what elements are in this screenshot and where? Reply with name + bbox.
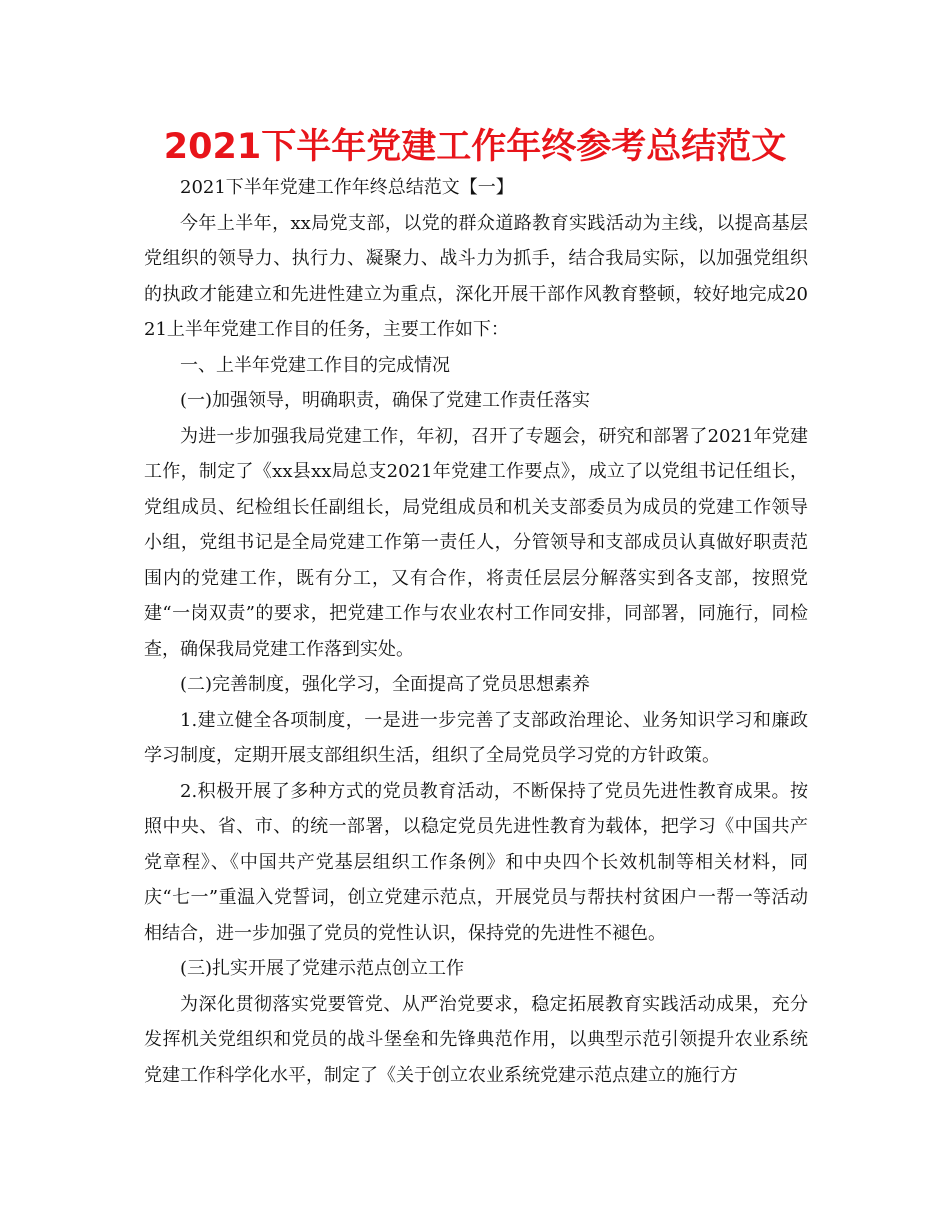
section-heading: 2021下半年党建工作年终总结范文【一】 — [180, 177, 514, 198]
section-heading: 一、上半年党建工作目的完成情况 — [180, 354, 450, 376]
subsection-heading: (三)扎实开展了党建示范点创立工作 — [180, 958, 465, 979]
body-paragraph: 2.积极开展了多种方式的党员教育活动，不断保持了党员先进性教育成果。按照中央、省、市、的统一部署，以稳定党员先进性教育为载体，把学习《中国共产党章程》、《中国共产党基层组织工作条例》和中央四个长效机制等相关材料，同庆“七一”重温入党誓词，创立党建示范点，开展党员与帮扶村贫困户一帮一等活动相结合，进一步加强了党员的党性认识，保持党的先进性不褪色。 — [144, 780, 808, 944]
body-paragraph: 今年上半年，xx局党支部，以党的群众道路教育实践活动为主线，以提高基层党组织的领导力、执行力、凝聚力、战斗力为抓手，结合我局实际，以加强党组织的执政才能建立和先进性建立为重点，深化开展干部作风教育整顿，较好地完成2021上半年党建工作目的任务，主要工作如下： — [144, 212, 808, 340]
document-title: 2021下半年党建工作年终参考总结范文 — [163, 127, 787, 167]
body-paragraph: 为进一步加强我局党建工作，年初，召开了专题会，研究和部署了2021年党建工作，制定了《xx县xx局总支2021年党建工作要点》，成立了以党组书记任组长，党组成员、纪检组长任副组长，局党组成员和机关支部委员为成员的党建工作领导小组，党组书记是全局党建工作第一责任人，分管领导和支部成员认真做好职责范围内的党建工作，既有分工，又有合作，将责任层层分解落实到各支部，按照党建“一岗双责”的要求，把党建工作与农业农村工作同安排，同部署，同施行，同检查，确保我局党建工作落到实处。 — [144, 425, 808, 660]
subsection-heading: (二)完善制度，强化学习，全面提高了党员思想素养 — [180, 674, 591, 695]
document-body — [144, 170, 808, 1093]
body-paragraph: 1.建立健全各项制度，一是进一步完善了支部政治理论、业务知识学习和廉政学习制度，定期开展支部组织生活，组织了全局党员学习党的方针政策。 — [144, 709, 808, 766]
body-paragraph: 为深化贯彻落实党要管党、从严治党要求，稳定拓展教育实践活动成果，充分发挥机关党组织和党员的战斗堡垒和先锋典范作用，以典型示范引领提升农业系统党建工作科学化水平，制定了《关于创立农业系统党建示范点建立的施行方 — [144, 993, 808, 1086]
subsection-heading: (一)加强领导，明确职责，确保了党建工作责任落实 — [180, 390, 591, 411]
